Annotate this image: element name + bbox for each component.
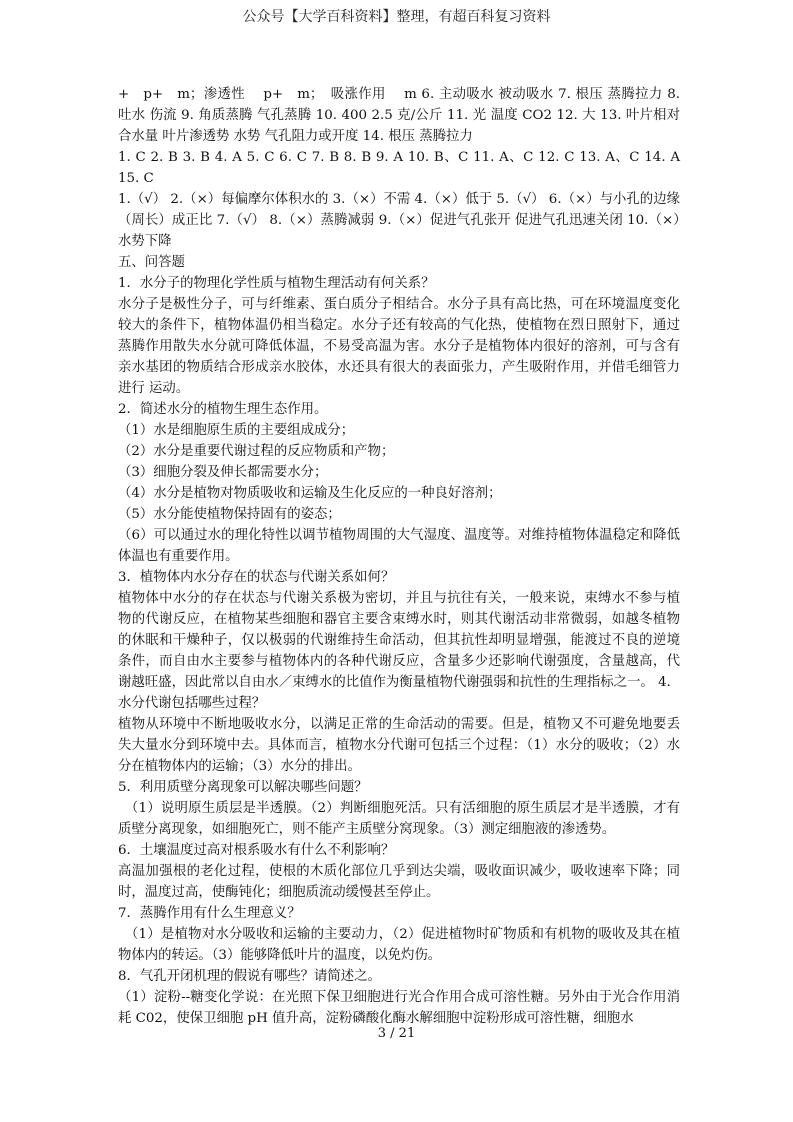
answer-5: （1）说明原生质层是半透膜。（2）判断细胞死活。只有活细胞的原生质层才是半透膜，才有质壁分离现象，如细胞死亡，则不能产主质壁分窝现象。（3）测定细胞液的渗透势。	[118, 801, 680, 837]
answer-3: 植物体中水分的存在状态与代谢关系极为密切，并且与抗往有关，一般来说，束缚水不参与植物的代谢反应，在植物某些细胞和器官主要含束缚水时，则其代谢活动非常微弱，如越冬植物的休眠和干燥种子，仅以极弱的代谢维持生命活动，但其抗性却明显增强，能渡过不良的逆境条件，而自由水主要参与植物体内的各种代谢反应，含量多少还影响代谢强度，含量越高，代谢越旺盛，因此常以自由水／束缚水的比值作为衡量植物代谢强弱和抗性的生理指标之一。 4．水分代谢包括哪些过程？	[118, 591, 680, 711]
question-7: 7．蒸腾作用有什么生理意义？	[118, 906, 301, 921]
answer-1: 水分子是极性分子，可与纤维素、蛋白质分子相结合。水分子具有高比热，可在环境温度变化较大的条件下，植物体温仍相当稳定。水分子还有较高的气化热，使植物在烈日照射下，通过蒸腾作用散失水分就可降低体温，不易受高温为害。水分子是植物体内很好的溶剂，可与含有亲水基团的物质结合形成亲水胶体，水还具有很大的表面张力，产生吸附作用，并借毛细管力进行 运动。	[118, 297, 680, 396]
question-3: 3．植物体内水分存在的状态与代谢关系如何？	[118, 570, 395, 585]
section-heading: 五、问答题	[118, 255, 185, 270]
answer-4: 植物从环境中不断地吸收水分，以满足正常的生命活动的需要。但是，植物又不可避免地要丢失大量水分到环境中去。具体而言，植物水分代谢可包括三个过程：（1）水分的吸收；（2）水分在植物体内的运输；（3）水分的排出。	[118, 717, 680, 774]
question-8: 8．气孔开闭机理的假说有哪些？请简述之。	[118, 969, 381, 984]
answer-2-item-6: （6）可以通过水的理化特性以调节植物周围的大气湿度、温度等。对维持植物体温稳定和降低体温也有重要作用。	[118, 528, 680, 564]
answer-fill-blank: + p+ m；渗透性 p+ m； 吸涨作用 m 6. 主动吸水 被动吸水 7. 根压 蒸腾拉力 8. 吐水 伤流 9. 角质蒸腾 气孔蒸腾 10. 400 2.5 克/公斤 11. 光 温度 CO2 12. 大 13. 叶片相对合水量 叶片渗透势 水势 气孔阻力或开度 14. 根压 蒸腾拉力	[118, 87, 680, 144]
question-5: 5．利用质壁分离现象可以解决哪些问题？	[118, 780, 368, 795]
answer-8: （1）淀粉--糖变化学说：在光照下保卫细胞进行光合作用合成可溶性糖。另外由于光合作用消耗 C02，使保卫细胞 pH 值升高，淀粉磷酸化酶水解细胞中淀粉形成可溶性糖，细胞水	[118, 990, 680, 1026]
question-1: 1．水分子的物理化学性质与植物生理活动有何关系？	[118, 276, 435, 291]
answer-7: （1）是植物对水分吸收和运输的主要动力，（2）促进植物时矿物质和有机物的吸收及其在植物体内的转运。（3）能够降低叶片的温度，以免灼伤。	[118, 927, 680, 963]
answer-2-item-2: （2）水分是重要代谢过程的反应物质和产物；	[118, 444, 395, 459]
answer-2-item-1: （1）水是细胞原生质的主要组成成分；	[118, 423, 355, 438]
answer-2-item-3: （3）细胞分裂及伸长都需要水分；	[118, 465, 328, 480]
answer-2-item-5: （5）水分能使植物保持固有的姿态；	[118, 507, 341, 522]
answer-choice: 1. C 2. B 3. B 4. A 5. C 6. C 7. B 8. B 9. A 10. B、C 11. A、C 12. C 13. A、C 14. A 15. C	[118, 150, 680, 186]
answer-2-item-4: （4）水分是植物对物质吸收和运输及生化反应的一种良好溶剂；	[118, 486, 502, 501]
question-6: 6．土壤温度过高对根系吸水有什么不利影响？	[118, 843, 395, 858]
question-2: 2．简述水分的植物生理生态作用。	[118, 402, 328, 417]
page-header: 公众号【大学百科资料】整理，有超百科复习资料	[242, 9, 551, 25]
document-body	[118, 84, 680, 1029]
answer-true-false: 1.（√） 2.（×）每偏摩尔体积水的 3.（×）不需 4.（×）低于 5.（√） 6.（×）与小孔的边缘（周长）成正比 7.（√） 8.（×）蒸腾减弱 9.（×）促进气孔张开 促进气孔迅速关闭 10.（×）水势下降	[118, 192, 680, 249]
page-number: 3 / 21	[377, 1026, 416, 1041]
answer-6: 高温加强根的老化过程，使根的木质化部位几乎到达尖端，吸收面识减少，吸收速率下降；同时，温度过高，使酶钝化；细胞质流动缓慢甚至停止。	[118, 864, 680, 900]
